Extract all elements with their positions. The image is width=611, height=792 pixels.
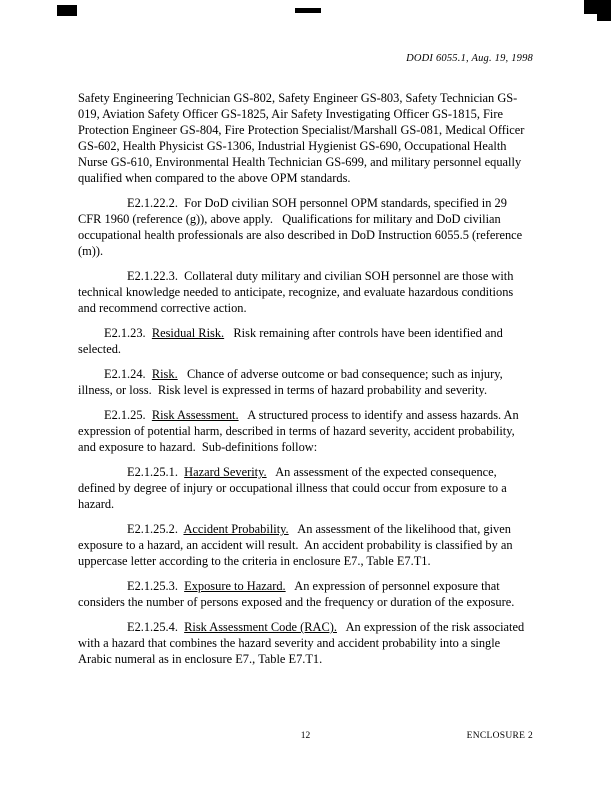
document-body — [78, 90, 533, 676]
scan-artifact — [295, 8, 321, 13]
paragraph-text: An expression of personnel exposure that considers the number of persons exposed and the frequency or duration of the exposure. — [78, 579, 515, 609]
paragraph-term: Risk Assessment. — [151, 408, 239, 422]
scan-artifact — [584, 0, 611, 14]
paragraph-number: E2.1.25.2. — [127, 522, 184, 536]
paragraph-text: E2.1.22.3. Collateral duty military and civilian SOH personnel are those with technical knowledge needed to anticipate, recognize, and evaluate hazardous conditions and recommend corrective action. — [78, 269, 517, 315]
paragraph-number: E2.1.24. — [104, 367, 152, 381]
paragraph-text: E2.1.22.2. For DoD civilian SOH personnel OPM standards, specified in 29 CFR 1960 (reference (g)), above apply. Qualifications for military and DoD civilian occupational health professionals are also described in DoD Instruction 6055.5 (reference (m)). — [78, 196, 526, 258]
paragraph-number: E2.1.25.3. — [127, 579, 185, 593]
paragraph — [78, 521, 533, 569]
paragraph — [78, 619, 533, 667]
paragraph-text: An assessment of the likelihood that, given exposure to a hazard, an accident will result. An accident probability is classified by an uppercase letter according to the criteria in enclosure E7., Table E7.T1. — [78, 522, 516, 568]
paragraph — [78, 268, 533, 316]
paragraph-text: A structured process to identify and assess hazards. An expression of potential harm, described in terms of hazard severity, accident probability, and exposure to hazard. Sub-definitions follow: — [78, 408, 522, 454]
paragraph-term: Risk. — [151, 367, 178, 381]
paragraph-term: Hazard Severity. — [184, 465, 267, 479]
paragraph-term: Accident Probability. — [183, 522, 289, 536]
paragraph-text: Risk remaining after controls have been identified and selected. — [78, 326, 506, 356]
paragraph-term: Risk Assessment Code (RAC). — [184, 620, 337, 634]
paragraph-text: Safety Engineering Technician GS-802, Safety Engineer GS-803, Safety Technician GS-019, Aviation Safety Officer GS-1825, Air Safety Investigating Officer GS-1815, Fire Protection Engineer GS-804, Fire Protection Specialist/Marshall GS-081, Medical Officer GS-602, Health Physicist GS-1306, Industrial Hygienist GS-690, Occupational Health Nurse GS-610, Environmental Health Technician GS-699, and military personnel equally qualified when compared to the above OPM standards. — [78, 91, 528, 185]
paragraph-text: Chance of adverse outcome or bad consequence; such as injury, illness, or loss. Risk level is expressed in terms of hazard probability and severity. — [78, 367, 506, 397]
document-reference: DODI 6055.1, Aug. 19, 1998 — [406, 53, 533, 64]
paragraph — [78, 325, 533, 357]
paragraph-term: Residual Risk. — [151, 326, 225, 340]
scan-artifact — [597, 14, 611, 21]
paragraph-text: An expression of the risk associated with a hazard that combines the hazard severity and accident probability into a single Arabic numeral as in enclosure E7., Table E7.T1. — [78, 620, 528, 666]
paragraph-number: E2.1.25.4. — [127, 620, 185, 634]
paragraph — [78, 578, 533, 610]
paragraph — [78, 366, 533, 398]
paragraph-number: E2.1.25. — [104, 408, 152, 422]
paragraph-term: Exposure to Hazard. — [184, 579, 286, 593]
scan-artifact — [57, 5, 77, 16]
paragraph-text: An assessment of the expected consequence, defined by degree of injury or occupational illness that could occur from exposure to a hazard. — [78, 465, 510, 511]
paragraph — [78, 464, 533, 512]
paragraph-number: E2.1.25.1. — [127, 465, 185, 479]
paragraph — [78, 407, 533, 455]
paragraph — [78, 195, 533, 259]
enclosure-label: ENCLOSURE 2 — [466, 731, 533, 741]
paragraph-number: E2.1.23. — [104, 326, 152, 340]
paragraph — [78, 90, 533, 186]
page-number: 12 — [300, 731, 311, 741]
